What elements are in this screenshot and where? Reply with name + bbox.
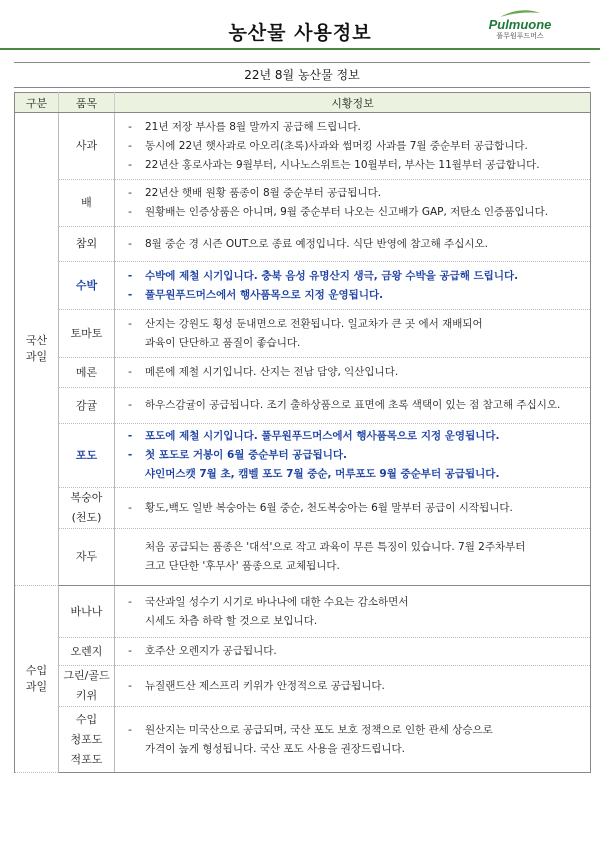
- item-label: 배: [81, 196, 92, 209]
- info-text: 포도에 제철 시기입니다. 풀무원푸드머스에서 행사품목으로 지정 운영됩니다.: [145, 430, 500, 442]
- document-title: 22년 8월 농산물 정보: [14, 62, 590, 88]
- item-label: 적포도: [70, 752, 103, 766]
- info-text: 국산과일 성수기 시기로 바나나에 대한 수요는 감소하면서: [145, 595, 409, 608]
- market-info-cell: [115, 424, 591, 488]
- item-label: 토마토: [70, 326, 103, 340]
- market-info-cell: [115, 488, 591, 529]
- item-label: 참외: [75, 237, 98, 250]
- info-line: [115, 137, 590, 156]
- info-text: 수박에 제철 시기입니다. 충북 음성 유명산지 생극, 금왕 수박을 공급해 드립니다.: [145, 269, 519, 282]
- category-label: 과일: [25, 350, 48, 363]
- market-info-cell: [115, 227, 591, 262]
- info-line: [115, 593, 590, 612]
- logo-name: Pulmuone: [488, 17, 552, 32]
- bullet-dash: -: [128, 645, 132, 657]
- item-label: (천도): [71, 511, 102, 524]
- info-text: 8월 중순 경 시즌 OUT으로 종료 예정입니다. 식단 반영에 참고해 주십시오.: [145, 237, 488, 250]
- market-info-cell: [115, 113, 591, 180]
- market-info-cell: [115, 707, 591, 773]
- info-line-continued: 시세도 차츰 하락 할 것으로 보입니다.: [145, 614, 318, 627]
- info-text: 22년산 햇배 원황 품종이 8월 중순부터 공급됩니다.: [145, 187, 382, 199]
- info-line: 처음 공급되는 품종은 '대석'으로 작고 과육이 무른 특징이 있습니다. 7월 2주차부터: [145, 541, 526, 553]
- bullet-dash: -: [128, 206, 132, 218]
- category-label: 수입: [25, 664, 48, 677]
- item-cell: [59, 113, 115, 180]
- bullet-dash: -: [128, 679, 132, 692]
- info-line: [115, 642, 590, 661]
- bullet-dash: -: [127, 269, 133, 282]
- market-info-cell: [115, 638, 591, 666]
- item-cell: [59, 180, 115, 227]
- item-label: 사과: [75, 139, 98, 152]
- table-row: [15, 424, 591, 488]
- table-row: [15, 388, 591, 424]
- table-row: [15, 113, 591, 180]
- bullet-dash: -: [128, 366, 132, 378]
- info-line-continued: 가격이 높게 형성됩니다. 국산 포도 사용을 권장드립니다.: [145, 742, 405, 755]
- bullet-dash: -: [128, 399, 132, 411]
- info-text: 뉴질랜드산 제스프리 키위가 안정적으로 공급됩니다.: [145, 679, 385, 692]
- info-line: [115, 499, 590, 518]
- item-cell: [59, 424, 115, 488]
- table-header-row: [15, 93, 591, 113]
- item-cell: [59, 262, 115, 310]
- item-label: 수입: [75, 712, 98, 726]
- info-text: 21년 저장 부사를 8월 말까지 공급해 드립니다.: [145, 120, 361, 133]
- table-row: [15, 638, 591, 666]
- info-text: 동시에 22년 햇사과로 아오리(초록)사과와 썸머킹 사과를 7월 중순부터 공급합니다.: [145, 139, 528, 152]
- info-text: 호주산 오렌지가 공급됩니다.: [145, 645, 277, 657]
- item-label: 청포도: [70, 732, 103, 746]
- table-row: [15, 310, 591, 358]
- item-cell: [59, 310, 115, 358]
- item-label: 바나나: [70, 604, 103, 618]
- info-line-continued: 샤인머스캣 7월 초, 캠벨 포도 7월 중순, 머루포도 9월 중순부터 공급됩니다.: [145, 468, 500, 480]
- table-row: [15, 227, 591, 262]
- table-row: [15, 586, 591, 638]
- table-row: [15, 262, 591, 310]
- info-text: 22년산 홍로사과는 9월부터, 시나노스위트는 10월부터, 부사는 11월부터 공급합니다.: [145, 158, 540, 171]
- market-info-cell: [115, 358, 591, 388]
- info-line: [115, 267, 590, 286]
- category-label: 과일: [25, 680, 48, 693]
- table-row: [15, 707, 591, 773]
- item-cell: [59, 638, 115, 666]
- info-line-continued: 과육이 단단하고 품질이 좋습니다.: [145, 336, 301, 349]
- category-cell: [15, 586, 59, 773]
- info-line: [115, 118, 590, 137]
- info-line: [115, 677, 590, 696]
- item-label: 수박: [75, 278, 98, 292]
- bullet-dash: -: [128, 723, 132, 736]
- bullet-dash: -: [128, 187, 132, 199]
- info-line: [115, 156, 590, 175]
- column-header-category: 구분: [15, 93, 59, 113]
- item-cell: [59, 227, 115, 262]
- info-text: 원산지는 미국산으로 공급되며, 국산 포도 보호 정책으로 인한 관세 상승으로: [145, 723, 493, 736]
- info-line: [115, 203, 590, 222]
- bullet-dash: -: [128, 120, 132, 133]
- info-text: 첫 포도로 거봉이 6월 중순부터 공급됩니다.: [145, 449, 348, 461]
- info-line: [115, 184, 590, 203]
- info-text: 원황배는 인증상품은 아니며, 9월 중순부터 나오는 신고배가 GAP, 저탄소 인증품입니다.: [145, 206, 549, 218]
- market-info-cell: [115, 586, 591, 638]
- info-line: [115, 446, 590, 465]
- info-line: [115, 235, 590, 254]
- info-line: [115, 315, 590, 334]
- logo-subtitle: 풀무원푸드머스: [496, 32, 544, 40]
- category-label: 국산: [25, 334, 48, 347]
- bullet-dash: -: [128, 595, 132, 608]
- item-cell: [59, 358, 115, 388]
- info-text: 산지는 강원도 횡성 둔내면으로 전환됩니다. 일교차가 큰 곳 에서 재배되어: [145, 317, 483, 330]
- item-cell: [59, 488, 115, 529]
- market-info-cell: [115, 666, 591, 707]
- market-info-cell: [115, 388, 591, 424]
- bullet-dash: -: [128, 237, 132, 250]
- table-row: [15, 180, 591, 227]
- item-cell: [59, 529, 115, 586]
- market-info-cell: [115, 262, 591, 310]
- bullet-dash: -: [127, 288, 133, 301]
- bullet-dash: -: [128, 501, 132, 514]
- info-line: [115, 721, 590, 740]
- column-header-market-info: 시황정보: [115, 93, 591, 113]
- category-cell: [15, 113, 59, 586]
- info-line: [115, 427, 590, 446]
- item-cell: [59, 388, 115, 424]
- info-line: [115, 363, 590, 382]
- info-line: [115, 286, 590, 305]
- info-text: 풀무원푸드머스에서 행사품목으로 지정 운영됩니다.: [145, 288, 384, 301]
- item-cell: [59, 707, 115, 773]
- item-label: 오렌지: [70, 644, 103, 658]
- item-label: 복숭아: [70, 491, 103, 504]
- bullet-dash: -: [128, 317, 132, 330]
- bullet-dash: -: [127, 430, 133, 442]
- item-cell: [59, 586, 115, 638]
- item-label: 감귤: [75, 398, 98, 412]
- market-info-cell: [115, 529, 591, 586]
- market-info-table: [14, 92, 591, 773]
- item-label: 메론: [75, 365, 98, 379]
- market-info-cell: [115, 180, 591, 227]
- info-line: [115, 396, 590, 415]
- item-label: 키위: [75, 689, 98, 702]
- table-row: [15, 488, 591, 529]
- bullet-dash: -: [128, 139, 132, 152]
- column-header-item: 품목: [59, 93, 115, 113]
- table-row: [15, 358, 591, 388]
- table-row: [15, 529, 591, 586]
- table-row: [15, 666, 591, 707]
- bullet-dash: -: [128, 158, 132, 171]
- item-label: 그린/골드: [63, 669, 110, 682]
- info-text: 하우스감귤이 공급됩니다. 조기 출하상품으로 표면에 초록 색택이 있는 점 참고해 주십시오.: [145, 399, 561, 411]
- item-label: 자두: [75, 550, 98, 563]
- bullet-dash: -: [127, 449, 133, 461]
- info-text: 황도,백도 일반 복숭아는 6월 중순, 천도복숭아는 6월 말부터 공급이 시작됩니다.: [145, 501, 513, 514]
- item-label: 포도: [75, 448, 98, 462]
- info-text: 메론에 제철 시기입니다. 산지는 전남 담양, 익산입니다.: [145, 366, 399, 378]
- page-title: 농산물 사용정보: [228, 22, 372, 44]
- market-info-cell: [115, 310, 591, 358]
- info-line: 크고 단단한 '후무사' 품종으로 교체됩니다.: [145, 560, 340, 572]
- header-divider: [0, 48, 600, 50]
- item-cell: [59, 666, 115, 707]
- pulmuone-logo: [480, 10, 560, 41]
